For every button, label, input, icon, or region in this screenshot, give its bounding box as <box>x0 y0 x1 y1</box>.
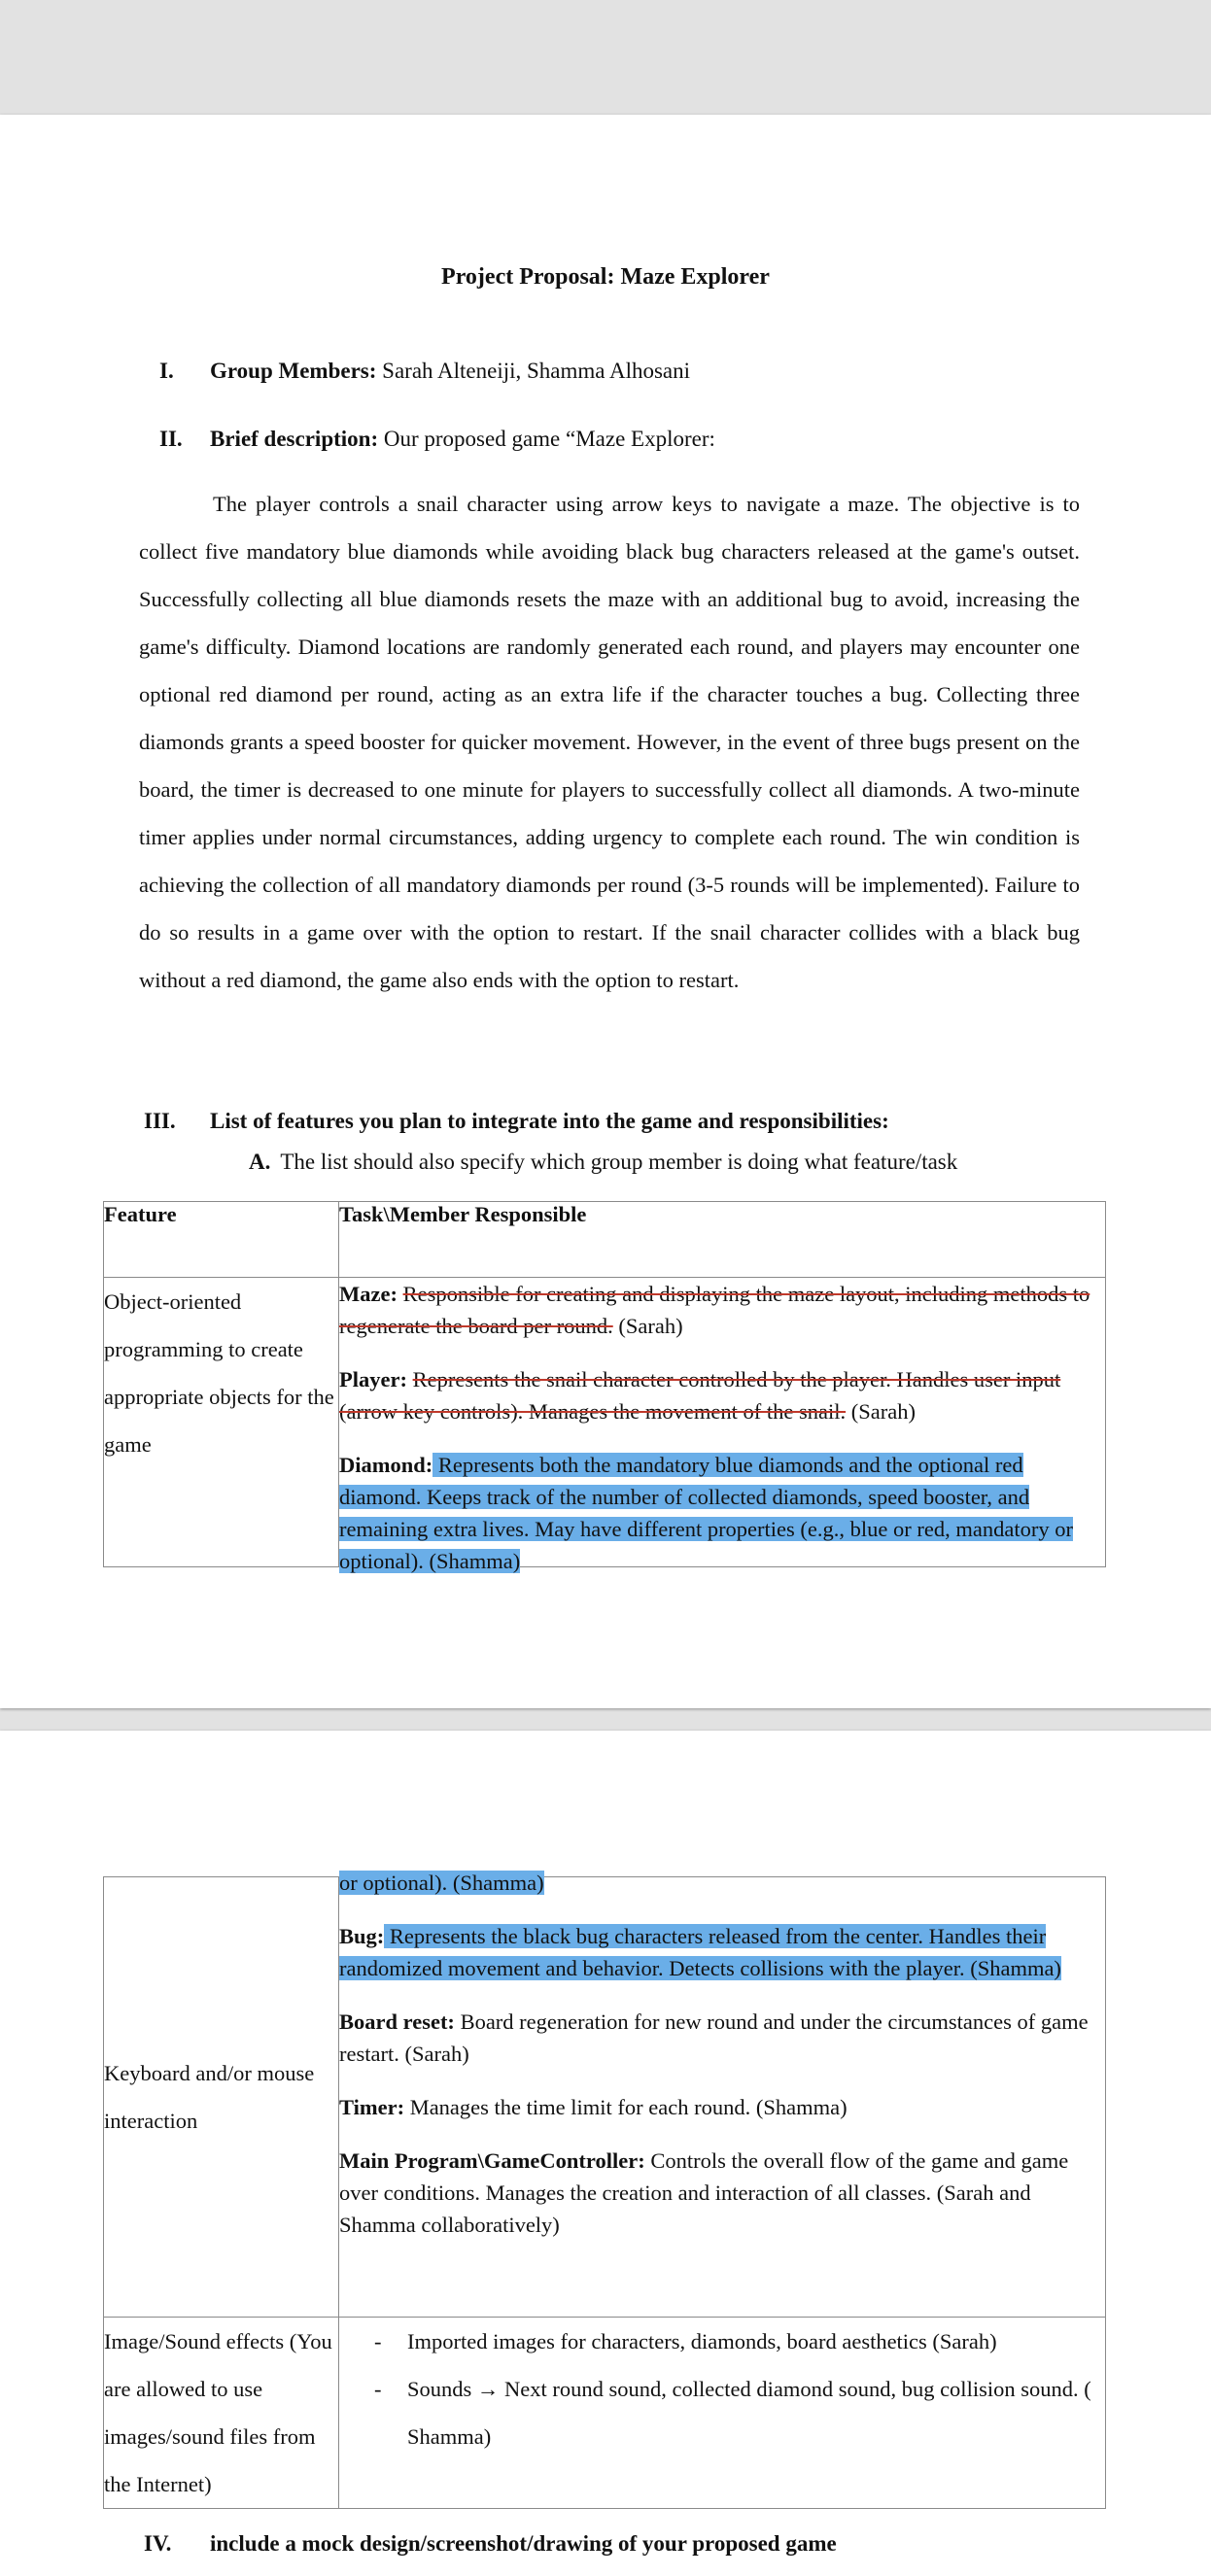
section-number: I. <box>159 359 174 383</box>
section-number: II. <box>159 427 183 451</box>
struck-text: Represents the snail character controlled by the player. Handles user input (arrow key controls). Manages the movement of the snail. <box>339 1367 1061 1424</box>
subsection-label: A. <box>249 1150 271 1174</box>
entry-label: Maze: <box>339 1282 398 1306</box>
bug-entry <box>339 1920 1105 1984</box>
entry-label: Diamond: <box>339 1453 433 1477</box>
document-page-1 <box>0 115 1211 1708</box>
entry-text: Controls the overall flow of the game and game over conditions. Manages the creation and interaction of all classes. (Sarah and Shamma collaboratively) <box>339 2148 1069 2237</box>
task-cell-oop <box>339 1278 1106 1573</box>
brief-description-paragraph: The player controls a snail character using arrow keys to navigate a maze. The objective is to collect five mandatory blue diamonds while avoiding black bug characters released at the game's outset. Successfully collecting all blue diamonds resets the maze with an additional bug to avoid, increasing the game's difficulty. Diamond locations are randomly generated each round, and players may encounter one optional red diamond per round, acting as an extra life if the character touches a bug. Collecting three diamonds grants a speed booster for quicker movement. However, in the event of three bugs present on the board, the timer is decreased to one minute for players to successfully collect all diamonds. A two-minute timer applies under normal circumstances, adding urgency to complete each round. The win condition is achieving the collection of all mandatory diamonds per round (3-5 rounds will be implemented). Failure to do so results in a game over with the option to restart. If the snail character collides with a black bug without a red diamond, the game also ends with the option to restart. <box>139 492 1080 992</box>
list-item: - Sounds → Next round sound, collected diamond sound, bug collision sound. ( Shamma) <box>339 2365 1105 2460</box>
header-feature: Feature <box>104 1202 339 1278</box>
section-number: III. <box>144 1109 176 1133</box>
struck-text: Responsible for creating and displaying the maze layout, including methods to regenerate the board per round. <box>339 1282 1090 1338</box>
feature-cell-keyboard: Keyboard and/or mouse interaction <box>104 1877 339 2318</box>
table-row <box>104 2318 1106 2509</box>
highlighted-text: Represents the black bug characters released from the center. Handles their randomized movement and behavior. Detects collisions with the player. (Shamma) <box>339 1924 1061 1980</box>
header-task: Task\Member Responsible <box>339 1202 1106 1278</box>
document-title: Project Proposal: Maze Explorer <box>441 264 770 290</box>
section-number: IV. <box>144 2531 172 2556</box>
media-list <box>339 2318 1105 2460</box>
section-label: List of features you plan to integrate into the game and responsibilities: <box>210 1109 889 1133</box>
document-page-2 <box>0 1731 1211 2576</box>
player-entry <box>339 1363 1105 1427</box>
maze-entry <box>339 1278 1105 1342</box>
subsection-text: The list should also specify which group member is doing what feature/task <box>280 1150 958 1174</box>
feature-cell-oop: Object-oriented programming to create appropriate objects for the game <box>104 1278 339 1567</box>
entry-owner: (Sarah) <box>846 1399 916 1424</box>
task-cell-media <box>339 2318 1106 2509</box>
entry-text: Board regeneration for new round and under the circumstances of game restart. (Sarah) <box>339 2009 1089 2066</box>
section-text: Our proposed game “Maze Explorer: <box>378 427 715 451</box>
timer-entry <box>339 2091 1105 2123</box>
table-row <box>104 1278 1106 1567</box>
feature-cell-media: Image/Sound effects (You are allowed to use images/sound files from the Internet) <box>104 2318 339 2509</box>
entry-owner: (Sarah) <box>612 1314 683 1338</box>
section-label: Brief description: <box>210 427 379 451</box>
entry-text: Manages the time limit for each round. (Shamma) <box>404 2095 848 2119</box>
table-header-row <box>104 1202 1106 1278</box>
entry-label: Main Program\GameController: <box>339 2148 645 2173</box>
section-text: Sarah Alteneiji, Shamma Alhosani <box>376 359 691 383</box>
entry-label: Board reset: <box>339 2009 455 2034</box>
features-table-continued <box>103 1871 1106 2509</box>
diamond-entry-continued <box>339 1867 1105 1899</box>
task-cell-keyboard <box>339 1871 1106 2318</box>
highlighted-text: or optional). (Shamma) <box>339 1871 544 1895</box>
board-reset-entry <box>339 2006 1105 2070</box>
entry-label: Bug: <box>339 1924 385 1948</box>
entry-label: Player: <box>339 1367 407 1391</box>
table-row <box>104 1877 1106 2318</box>
features-table <box>103 1201 1106 1573</box>
subsection-a <box>249 1150 957 1175</box>
main-program-entry <box>339 2145 1105 2241</box>
highlighted-text: Represents both the mandatory blue diamonds and the optional red diamond. Keeps track of the number of collected diamonds, speed booster, and remaining extra lives. May have different properties (e.g., blue or red, mandatory or optional). (Shamma) <box>339 1453 1073 1573</box>
list-item: - Imported images for characters, diamonds, board aesthetics (Sarah) <box>339 2318 1105 2365</box>
section-label: Group Members: <box>210 359 377 383</box>
entry-label: Timer: <box>339 2095 405 2119</box>
diamond-entry <box>339 1449 1105 1577</box>
section-label: include a mock design/screenshot/drawing of your proposed game <box>210 2531 837 2556</box>
